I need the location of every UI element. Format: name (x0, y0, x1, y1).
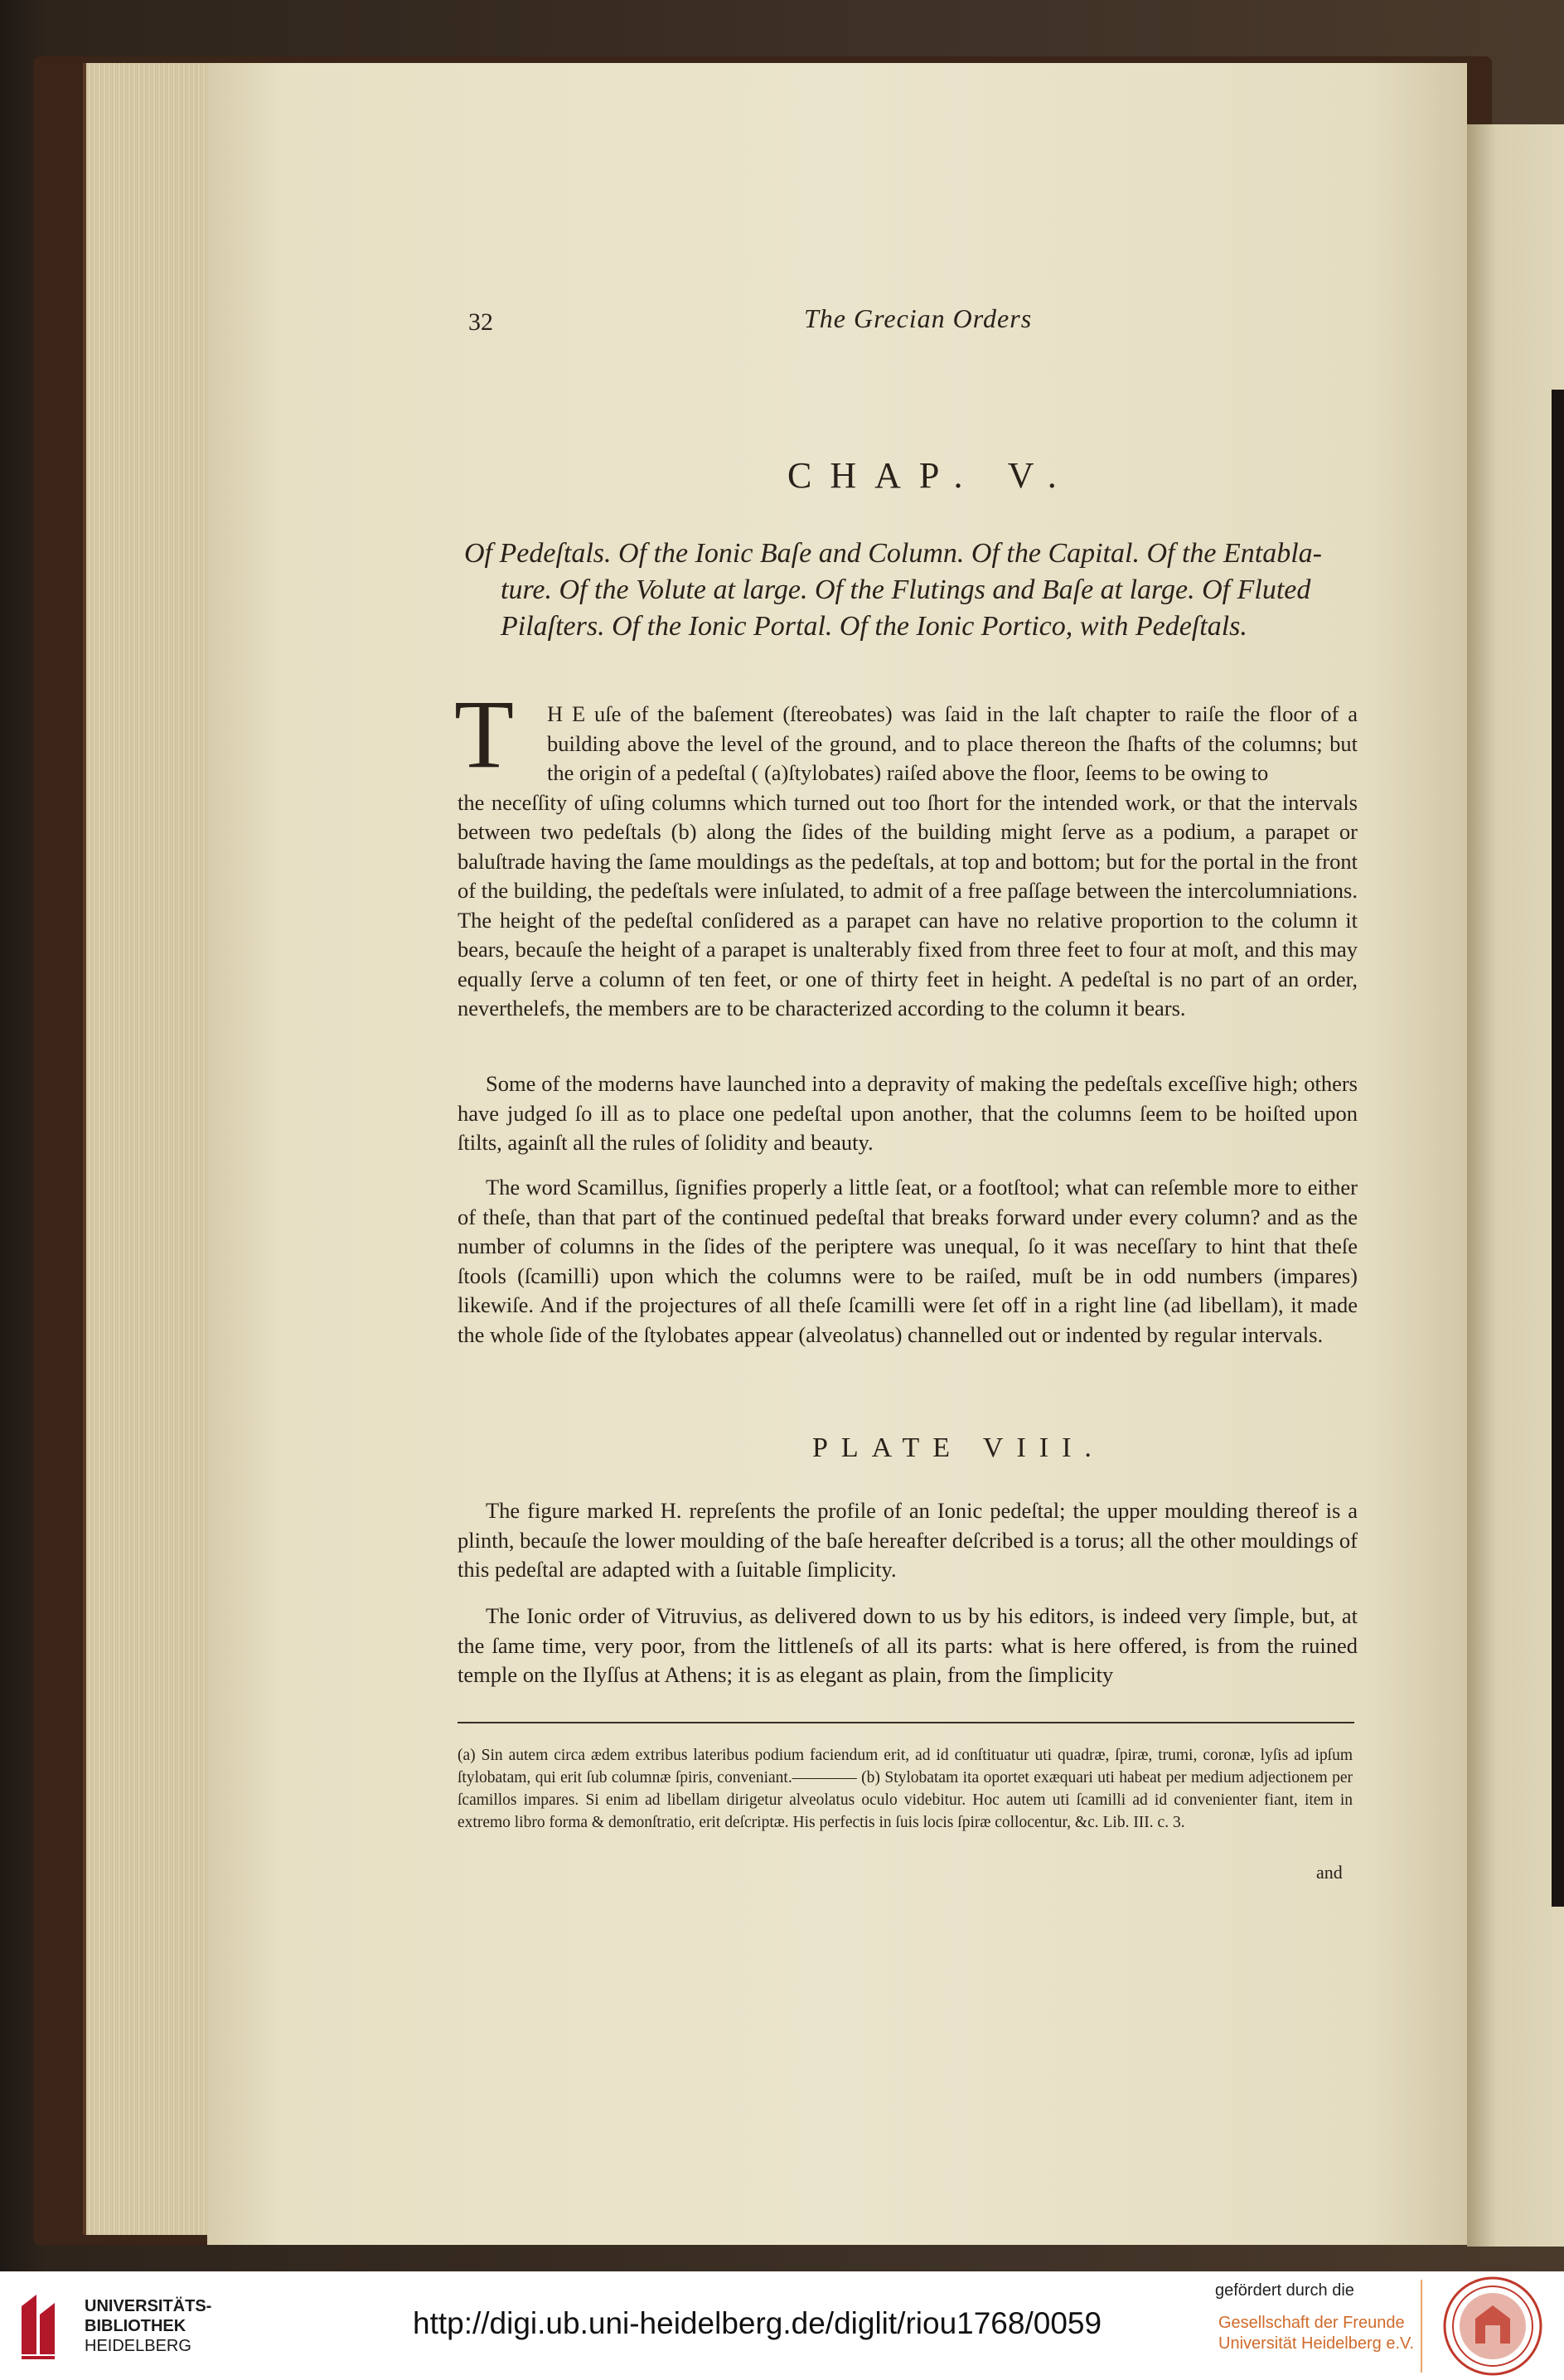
paragraph-ionic-order: The Ionic order of Vitruvius, as delivered down to us by his editors, is indeed very ſimple, but, at the ſame time, very poor, from the littleneſs of all its parts: what is here offered, is from the ruined temple on the Ilyſſus at Athens; it is as elegant as plain, from the ſimplicity (458, 1603, 1358, 1687)
library-name (85, 2296, 211, 2356)
page-number: 32 (468, 308, 493, 336)
summary-line: Of Pedeſtals. Of the Ionic Baſe and Column. Of the Capital. Of the Entabla- (464, 538, 1322, 569)
library-name-line: HEIDELBERG (85, 2337, 191, 2355)
footnotes: (a) Sin autem circa ædem extribus lateribus podium faciendum erit, ad id conſtituatur uti quadræ, ſpiræ, trumi, coronæ, lyſis ad ipſum ſtylobatam, qui erit ſub columnæ ſpiris, conveniant.———— (b) Stylobatam ita oportet exæquari uti habeat per medium adjectionem per ſcamillos impares. Si enim ad libellam dirigetur alveolatus oculo videbitur. Hoc autem uti ſcamilli ad id convenienter fiant, item in extremo libro forma & demonſtratio, erit deſcriptæ. His perfectis in ſuis locis ſpiræ collocentur, &c. Lib. III. c. 3. (458, 1747, 1353, 1831)
paragraph-scamillus: The word Scamillus, ſignifies properly a little ſeat, or a footſtool; what can reſemble more to either of theſe, than that part of the continued pedeſtal that breaks forward under every column? and as the number of columns in the ſides of the periptere was unequal, ſo it was neceſſary to hint that theſe ſtools (ſcamilli) upon which the columns were to be raiſed, muſt be in odd numbers (impares) likewiſe. And if the projectures of all theſe ſcamilli were ſet off in a right line (ad libellam), it made the whole ſide of the ſtylobates appear (alveolatus) channelled out or indented by regular intervals. (458, 1175, 1358, 1347)
sponsor-name[interactable] (1218, 2313, 1414, 2354)
chapter-summary (464, 536, 1359, 645)
footnote-rule (458, 1722, 1354, 1723)
catchword: and (1316, 1862, 1343, 1883)
running-head: The Grecian Orders (804, 303, 1033, 333)
plate-heading: PLATE VIII. (812, 1432, 1105, 1463)
binding-shadow (1552, 390, 1564, 1907)
paragraph-lead: H E uſe of the baſement (ſtereobates) was ſaid in the laſt chapter to raiſe the floor of a building above the level of the ground, and to place thereon the ſhafts of the columns; but the origin of a pedeſtal ( (a)ſtylobates) raiſed above the floor, ſeems to be owing to (547, 701, 1358, 785)
page-url-link[interactable]: http://digi.ub.uni-heidelberg.de/diglit/riou1768/0059 (413, 2306, 1102, 2340)
summary-line: ture. Of the Volute at large. Of the Flutings and Baſe at large. Of Fluted (501, 574, 1311, 605)
paragraph-figure-h: The figure marked H. repreſents the profile of an Ionic pedeſtal; the upper moulding thereof is a plinth, becauſe the lower moulding of the baſe hereafter deſcribed is a torus; all the other mouldings of this pedeſtal are adapted with a ſuitable ſimplicity. (458, 1498, 1358, 1582)
paragraph-pedestals (458, 700, 1358, 1024)
summary-line: Pilaſters. Of the Ionic Portal. Of the Ionic Portico, with Pedeſtals. (501, 611, 1247, 642)
sponsor-note: gefördert durch die (1215, 2281, 1354, 2300)
sponsor-name-line: Gesellschaft der Freunde (1218, 2314, 1405, 2332)
drop-cap: T (454, 680, 515, 788)
footer-bar (0, 2271, 1564, 2380)
page-edges (83, 63, 211, 2235)
sponsor-divider (1421, 2280, 1422, 2373)
library-name-line: BIBLIOTHEK (85, 2317, 186, 2335)
chapter-title: CHAP. V. (787, 455, 1075, 496)
facing-page (1467, 124, 1564, 2247)
university-seal-icon (1442, 2276, 1543, 2377)
paragraph-moderns: Some of the moderns have launched into a depravity of making the pedeſtals exceſſive high; others have judged ſo ill as to place one pedeſtal upon another, that the columns ſeem to be hoiſted upon ſtilts, againſt all the rules of ſolidity and beauty. (458, 1071, 1358, 1155)
library-name-line: UNIVERSITÄTS- (85, 2297, 212, 2315)
library-logo-icon[interactable] (15, 2290, 68, 2359)
paragraph-continuation: the neceſſity of uſing columns which turned out too ſhort for the intended work, or that the intervals between two pedeſtals (b) along the ſides of the building might ſerve as a podium, a parapet or baluſtrade having the ſame mouldings as the pedeſtals, at top and bottom; but for the portal in the front of the building, the pedeſtals were inſulated, to admit of a free paſſage between the intercolumniations. The height of the pedeſtal conſidered as a parapet can have no relative proportion to the column it bears, becauſe the height of a parapet is unalterably fixed from three feet to four at moſt, and this may equally ſerve a column of ten feet, or one of thirty feet in height. A pedeſtal is no part of an order, neverthelefs, the members are to be characterized according to the column it bears. (458, 789, 1358, 1020)
sponsor-name-line: Universität Heidelberg e.V. (1218, 2334, 1415, 2353)
